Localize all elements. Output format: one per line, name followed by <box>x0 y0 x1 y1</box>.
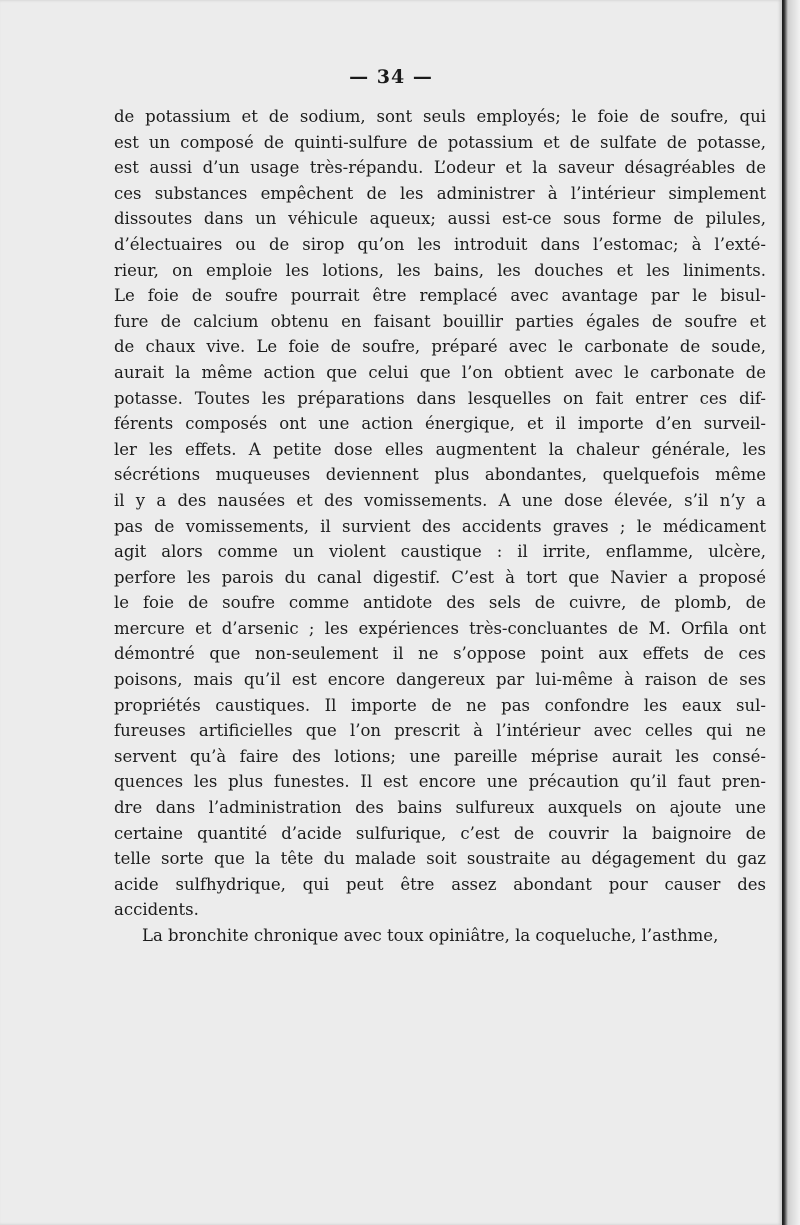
text-line: propriétés caustiques. Il importe de ne pas confondre les eaux sul- <box>114 695 766 715</box>
text-line: le foie de soufre comme antidote des sels de cuivre, de plomb, de <box>114 593 766 613</box>
text-line: sécrétions muqueuses deviennent plus abondantes, quelquefois même <box>114 465 766 485</box>
text-line: démontré que non-seulement il ne s’oppose point aux effets de ces <box>114 644 766 664</box>
text-line: agit alors comme un violent caustique : il irrite, enflamme, ulcère, <box>114 542 766 562</box>
text-line: férents composés ont une action énergique, et il importe d’en surveil- <box>114 414 766 434</box>
text-line: d’électuaires ou de sirop qu’on les introduit dans l’estomac; à l’exté- <box>114 234 766 254</box>
text-line: rieur, on emploie les lotions, les bains, les douches et les liniments. <box>114 260 766 280</box>
page-binding-edge <box>782 0 800 1225</box>
text-line: telle sorte que la tête du malade soit soustraite au dégagement du gaz <box>114 849 766 869</box>
text-line: dre dans l’administration des bains sulfureux auxquels on ajoute une <box>114 798 766 818</box>
text-line: fure de calcium obtenu en faisant bouillir parties égales de soufre et <box>114 311 766 331</box>
text-line-new-paragraph: La bronchite chronique avec toux opiniâtre, la coqueluche, l’asthme, <box>142 926 719 945</box>
text-line: perfore les parois du canal digestif. C’est à tort que Navier a proposé <box>114 567 766 587</box>
text-line: ler les effets. A petite dose elles augmentent la chaleur générale, les <box>114 439 766 459</box>
text-line: est un composé de quinti-sulfure de potassium et de sulfate de potasse, <box>114 132 766 152</box>
text-line: fureuses artificielles que l’on prescrit à l’intérieur avec celles qui ne <box>114 721 766 741</box>
text-line: est aussi d’un usage très-répandu. L’odeur et la saveur désagréables de <box>114 158 766 178</box>
text-line-paragraph-end: accidents. <box>114 900 199 920</box>
text-line: de potassium et de sodium, sont seuls employés; le foie de soufre, qui <box>114 107 766 126</box>
text-line: dissoutes dans un véhicule aqueux; aussi est-ce sous forme de pilules, <box>114 209 766 229</box>
body-text <box>114 104 766 949</box>
text-line: certaine quantité d’acide sulfurique, c’est de couvrir la baignoire de <box>114 823 766 843</box>
text-line: acide sulfhydrique, qui peut être assez abondant pour causer des <box>114 874 766 894</box>
text-line: pas de vomissements, il survient des accidents graves ; le médicament <box>114 516 766 536</box>
text-line: mercure et d’arsenic ; les expériences très-concluantes de M. Orfila ont <box>114 618 766 638</box>
text-line: quences les plus funestes. Il est encore une précaution qu’il faut pren- <box>114 772 766 792</box>
text-line: poisons, mais qu’il est encore dangereux par lui-même à raison de ses <box>114 670 766 690</box>
text-line: il y a des nausées et des vomissements. A une dose élevée, s’il n’y a <box>114 490 766 510</box>
text-line: Le foie de soufre pourrait être remplacé avec avantage par le bisul- <box>114 286 766 306</box>
text-line: ces substances empêchent de les administrer à l’intérieur simplement <box>114 183 766 203</box>
text-line: potasse. Toutes les préparations dans lesquelles on fait entrer ces dif- <box>114 388 766 408</box>
page-number: — 34 — <box>349 66 433 88</box>
text-line: aurait la même action que celui que l’on obtient avec le carbonate de <box>114 362 766 382</box>
text-line: servent qu’à faire des lotions; une pareille méprise aurait les consé- <box>114 746 766 766</box>
text-line: de chaux vive. Le foie de soufre, préparé avec le carbonate de soude, <box>114 337 766 357</box>
